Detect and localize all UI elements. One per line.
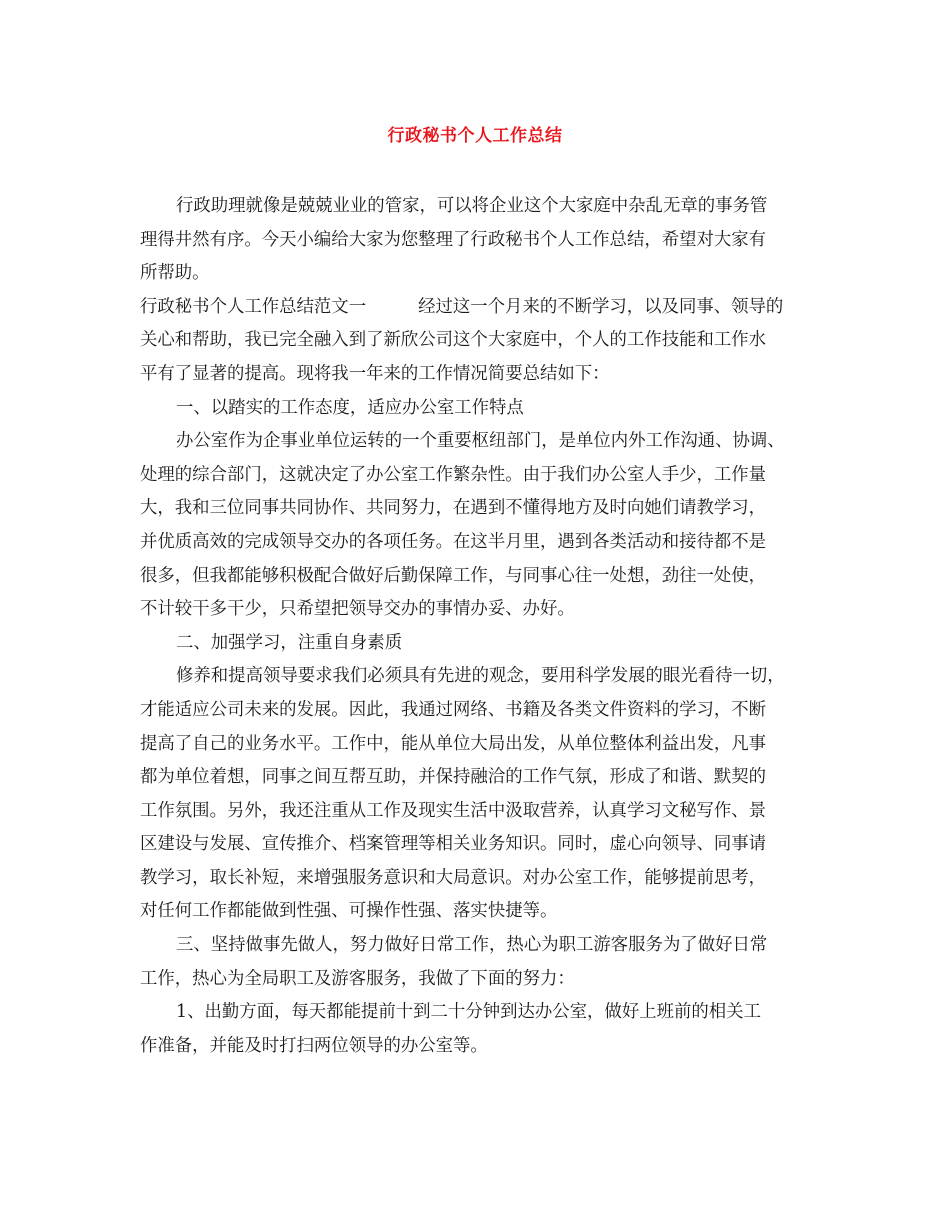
paragraph-line: 所帮助。 <box>140 263 210 284</box>
section-heading-1: 一、以踏实的工作态度，适应办公室工作特点 <box>176 397 524 418</box>
paragraph-line: 教学习，取长补短，来增强服务意识和大局意识。对办公室工作，能够提前思考， <box>140 867 767 888</box>
paragraph-line: 修养和提高领导要求我们必须具有先进的观念，要用科学发展的眼光看待一切， <box>176 666 785 687</box>
paragraph-line: 大，我和三位同事共同协作、共同努力，在遇到不懂得地方及时向她们请教学习， <box>140 498 767 519</box>
section-heading: 行政秘书个人工作总结范文一 <box>140 296 367 317</box>
document-title: 行政秘书个人工作总结 <box>387 126 563 146</box>
paragraph-text: 经过这一个月来的不断学习，以及同事、领导的 <box>418 296 784 317</box>
paragraph-line: 1、出勤方面，每天都能提前十到二十分钟到达办公室，做好上班前的相关工 <box>176 1002 761 1023</box>
document-body <box>140 190 830 1063</box>
paragraph-line: 很多，但我都能够积极配合做好后勤保障工作，与同事心往一处想，劲往一处使， <box>140 565 767 586</box>
paragraph-line: 区建设与发展、宣传推介、档案管理等相关业务知识。同时，虚心向领导、同事请 <box>140 834 767 855</box>
paragraph-line: 提高了自己的业务水平。工作中，能从单位大局出发，从单位整体利益出发，凡事 <box>140 733 767 754</box>
paragraph-line: 不计较干多干少，只希望把领导交办的事情办妥、办好。 <box>140 599 575 620</box>
paragraph-line: 办公室作为企事业单位运转的一个重要枢纽部门，是单位内外工作沟通、协调、 <box>176 431 785 452</box>
paragraph-line: 才能适应公司未来的发展。因此，我通过网络、书籍及各类文件资料的学习，不断 <box>140 699 767 720</box>
paragraph-line: 平有了显著的提高。现将我一年来的工作情况简要总结如下： <box>140 363 610 384</box>
paragraph-line: 都为单位着想，同事之间互帮互助，并保持融洽的工作气氛，形成了和谐、默契的 <box>140 767 767 788</box>
paragraph-line: 并优质高效的完成领导交办的各项任务。在这半月里，遇到各类活动和接待都不是 <box>140 531 767 552</box>
paragraph-line <box>140 291 830 325</box>
section-heading-3: 三、坚持做事先做人，努力做好日常工作，热心为职工游客服务为了做好日常 <box>176 935 768 956</box>
section-heading-2: 二、加强学习，注重自身素质 <box>176 632 403 653</box>
paragraph-line: 对任何工作都能做到性强、可操作性强、落实快捷等。 <box>140 901 558 922</box>
paragraph-line: 处理的综合部门，这就决定了办公室工作繁杂性。由于我们办公室人手少，工作量 <box>140 464 767 485</box>
paragraph-line: 行政助理就像是兢兢业业的管家，可以将企业这个大家庭中杂乱无章的事务管 <box>176 196 768 216</box>
paragraph-line: 工作氛围。另外，我还注重从工作及现实生活中汲取营养，认真学习文秘写作、景 <box>140 800 767 821</box>
paragraph-line: 作准备，并能及时打扫两位领导的办公室等。 <box>140 1035 488 1056</box>
paragraph-line: 工作，热心为全局职工及游客服务，我做了下面的努力： <box>140 968 575 989</box>
paragraph-line: 关心和帮助，我已完全融入到了新欣公司这个大家庭中，个人的工作技能和工作水 <box>140 330 767 351</box>
paragraph-line: 理得井然有序。今天小编给大家为您整理了行政秘书个人工作总结，希望对大家有 <box>140 229 767 250</box>
